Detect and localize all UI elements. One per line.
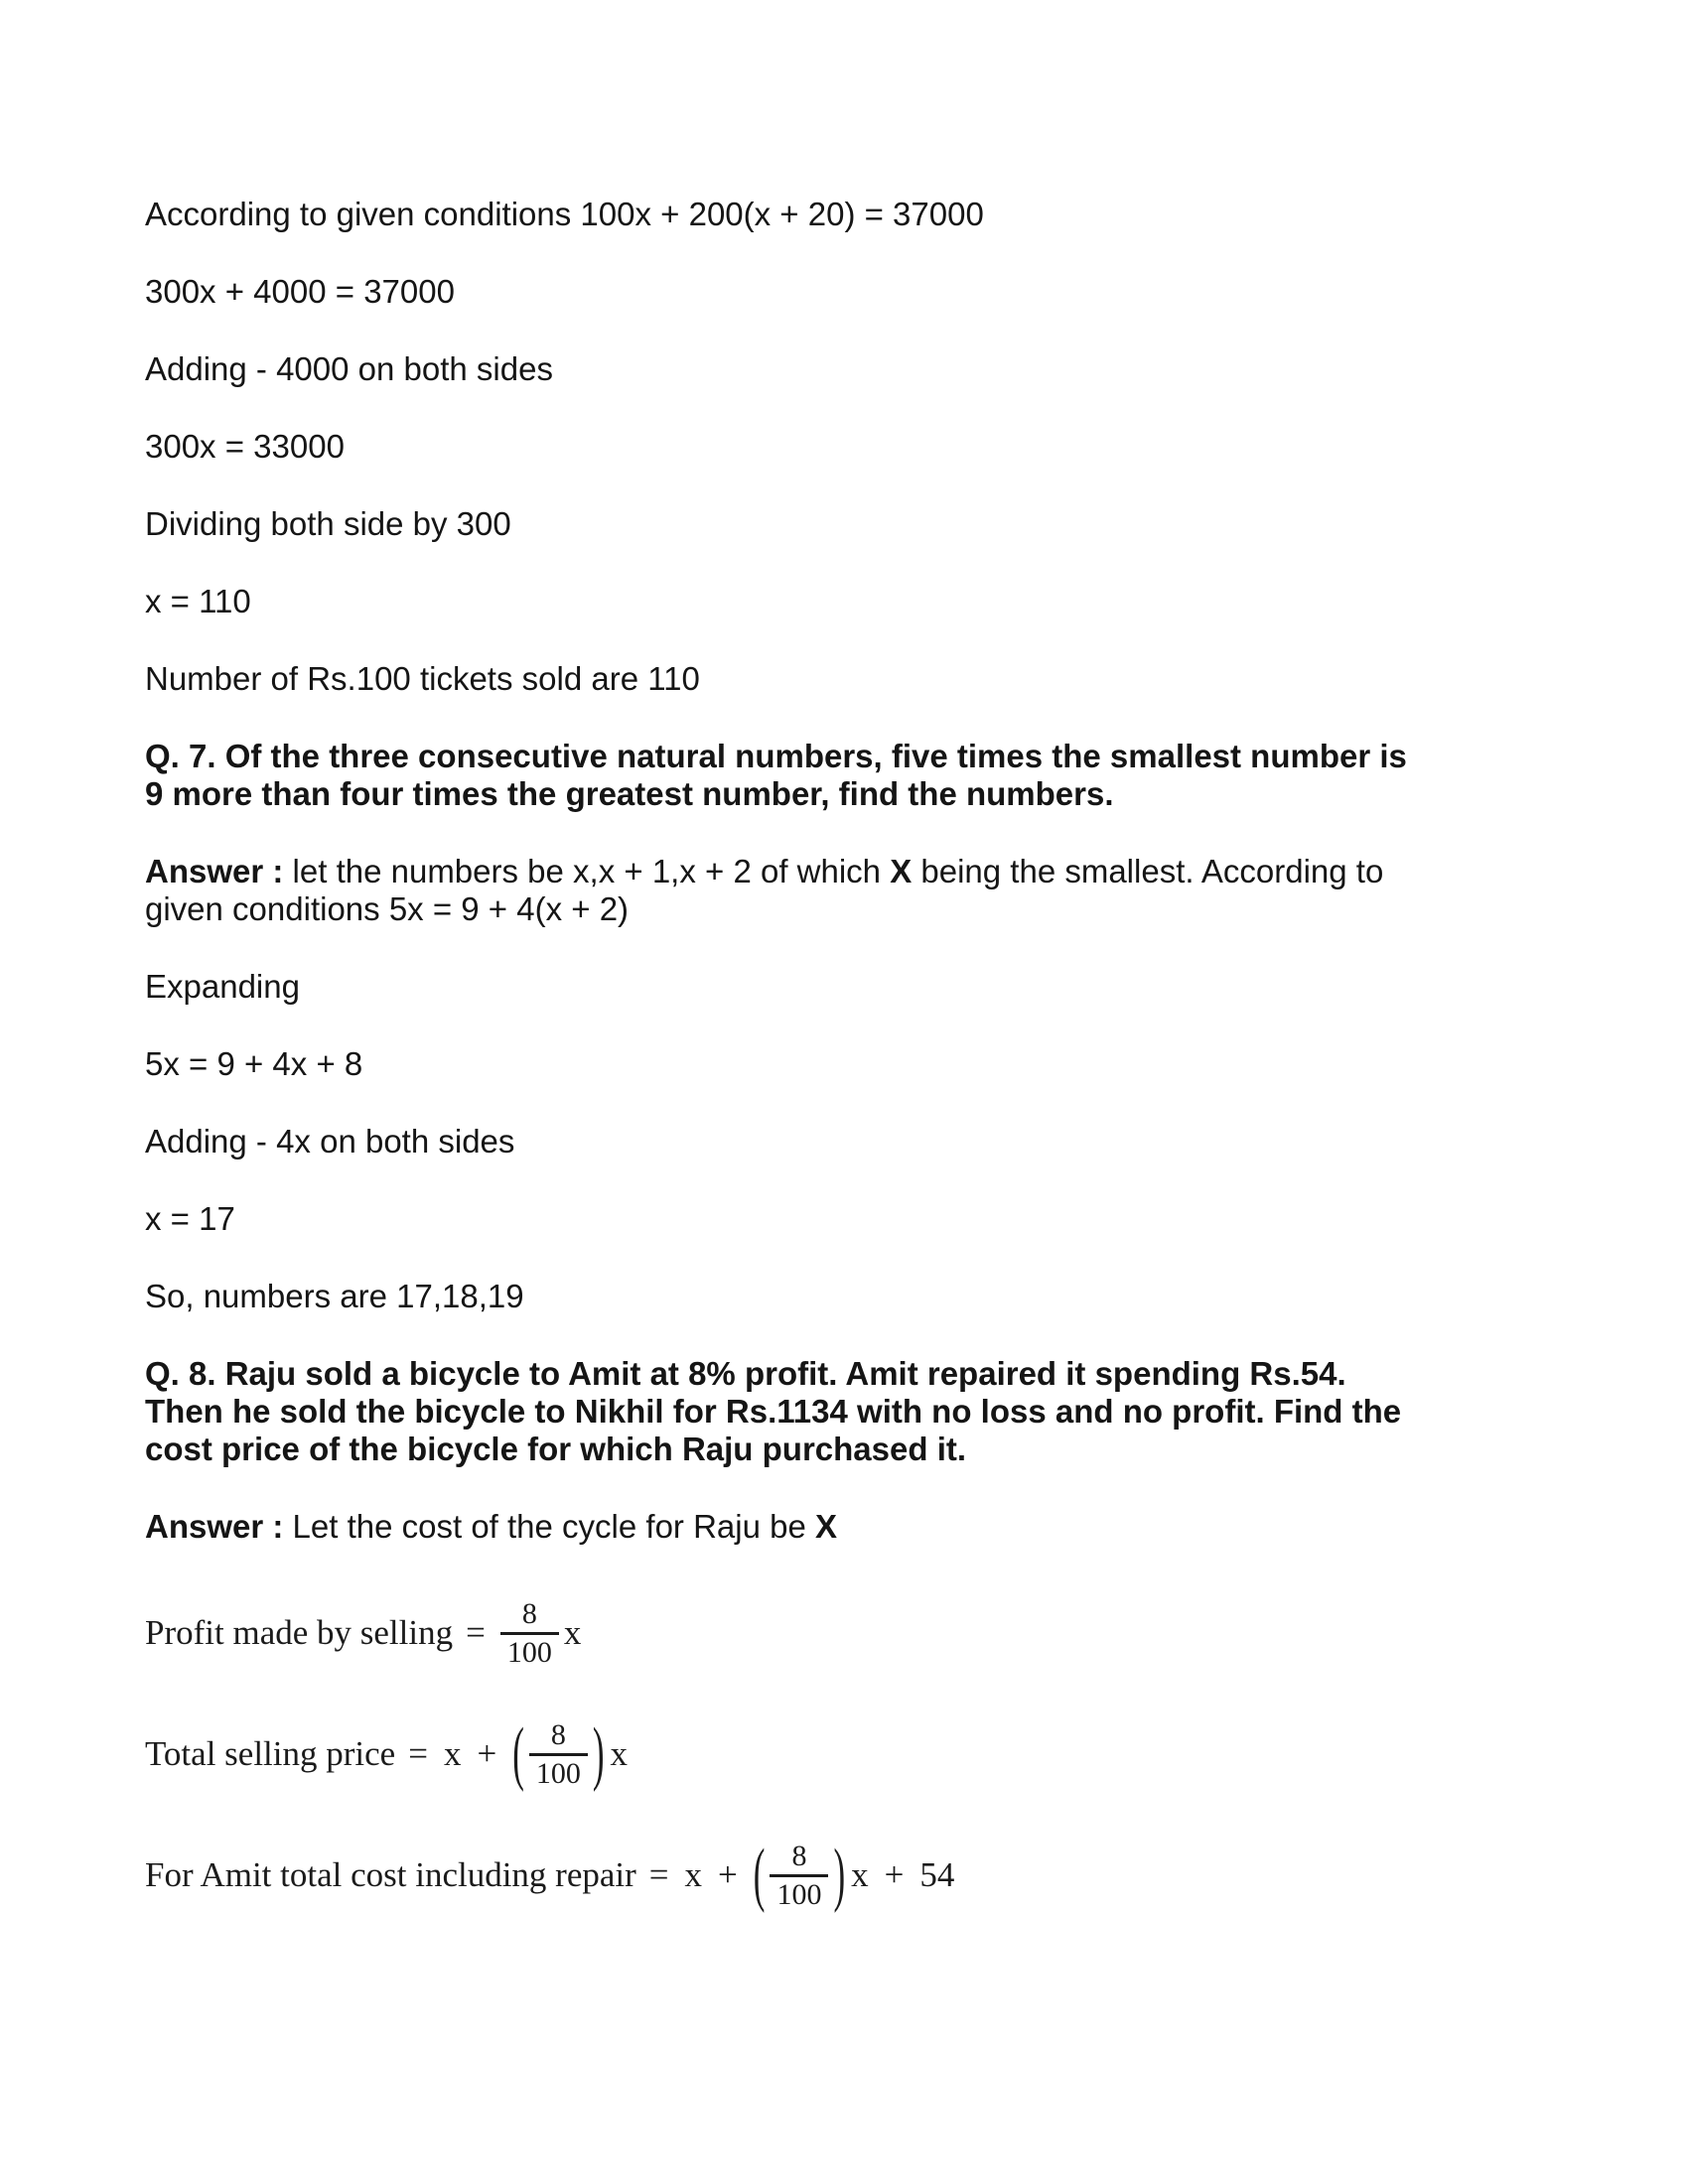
math-var: x (684, 1855, 703, 1894)
fraction-denominator: 100 (535, 1756, 581, 1790)
solution-step (145, 273, 1555, 311)
text-line (145, 775, 1555, 813)
text-line (145, 1393, 1555, 1431)
text-segment: x = 110 (145, 583, 251, 619)
answer-7 (145, 853, 1555, 928)
question-8 (145, 1355, 1555, 1468)
fraction (529, 1717, 588, 1792)
text-line (145, 890, 1555, 928)
solution-step (145, 505, 1555, 543)
fraction (770, 1839, 828, 1913)
text-segment: Expanding (145, 968, 300, 1005)
text-segment: given conditions 5x = 9 + 4(x + 2) (145, 890, 630, 927)
math-op: = (408, 1734, 428, 1773)
formula-amit-total-cost (145, 1828, 1555, 1923)
question-7 (145, 738, 1555, 813)
fraction-denominator: 100 (506, 1635, 552, 1669)
math-var: x (443, 1734, 462, 1773)
math-text: Total selling price (145, 1734, 396, 1773)
fraction-numerator: 8 (521, 1596, 537, 1630)
math-op: + (884, 1855, 905, 1894)
left-paren: ( (512, 1713, 524, 1793)
text-line (145, 505, 1555, 543)
math-text: For Amit total cost including repair (145, 1855, 636, 1894)
solution-step (145, 583, 1555, 620)
fraction-numerator: 8 (550, 1717, 566, 1751)
text-segment: Let the cost of the cycle for Raju be (292, 1508, 815, 1545)
text-line (145, 1123, 1555, 1160)
text-line (145, 738, 1555, 775)
text-line (145, 1355, 1555, 1393)
right-paren: ) (592, 1713, 605, 1793)
text-line (145, 583, 1555, 620)
text-segment: Q. 7. Of the three consecutive natural numbers, five times the smallest number is (145, 738, 1407, 774)
text-segment: x = 17 (145, 1200, 235, 1237)
fraction (500, 1596, 559, 1671)
solution-step (145, 1200, 1555, 1238)
text-line (145, 1431, 1555, 1468)
solution-step (145, 1278, 1555, 1315)
math-op: + (477, 1734, 497, 1773)
text-segment: 300x = 33000 (145, 428, 345, 465)
math-op: = (648, 1855, 669, 1894)
solution-step (145, 1045, 1555, 1083)
solution-step (145, 968, 1555, 1006)
text-segment: X (890, 853, 913, 889)
text-segment: 5x = 9 + 4x + 8 (145, 1045, 363, 1082)
math-op: + (718, 1855, 738, 1894)
right-paren: ) (833, 1835, 846, 1914)
text-line (145, 660, 1555, 698)
text-segment: Number of Rs.100 tickets sold are 110 (145, 660, 700, 697)
text-segment: cost price of the bicycle for which Raju purchased it. (145, 1431, 967, 1467)
text-segment: Adding - 4000 on both sides (145, 350, 553, 387)
text-segment: So, numbers are 17,18,19 (145, 1278, 524, 1314)
fraction-denominator: 100 (776, 1877, 822, 1911)
text-segment: Adding - 4x on both sides (145, 1123, 515, 1160)
text-segment: being the smallest. According to (912, 853, 1384, 889)
text-line (145, 273, 1555, 311)
left-paren: ( (753, 1835, 766, 1914)
formula-profit (145, 1585, 1555, 1681)
math-text: Profit made by selling (145, 1613, 454, 1652)
text-line (145, 1200, 1555, 1238)
solution-step (145, 660, 1555, 698)
solution-step (145, 350, 1555, 388)
text-line (145, 853, 1555, 890)
text-line (145, 428, 1555, 466)
text-segment: Q. 8. Raju sold a bicycle to Amit at 8% profit. Amit repaired it spending Rs.54. (145, 1355, 1346, 1392)
math-var: x (610, 1734, 629, 1773)
text-line (145, 1508, 1555, 1546)
math-num: 54 (919, 1855, 955, 1894)
solution-step (145, 196, 1555, 233)
math-var: x (851, 1855, 869, 1894)
fraction-numerator: 8 (791, 1839, 807, 1872)
text-segment: let the numbers be x,x + 1,x + 2 of which (292, 853, 891, 889)
text-line (145, 968, 1555, 1006)
text-segment: According to given conditions 100x + 200(x + 20) = 37000 (145, 196, 984, 232)
solution-step (145, 1123, 1555, 1160)
text-segment: Answer : (145, 853, 293, 889)
text-line (145, 1278, 1555, 1315)
text-segment: 300x + 4000 = 37000 (145, 273, 455, 310)
answer-8 (145, 1508, 1555, 1546)
formula-total-selling-price (145, 1706, 1555, 1802)
text-line (145, 196, 1555, 233)
text-line (145, 1045, 1555, 1083)
text-segment: Dividing both side by 300 (145, 505, 511, 542)
math-var: x (563, 1613, 582, 1652)
text-segment: Answer : (145, 1508, 293, 1545)
text-segment: 9 more than four times the greatest number, find the numbers. (145, 775, 1114, 812)
text-segment: X (815, 1508, 838, 1545)
text-segment: Then he sold the bicycle to Nikhil for Rs.1134 with no loss and no profit. Find the (145, 1393, 1402, 1430)
document-content (145, 196, 1555, 1949)
solution-step (145, 428, 1555, 466)
math-op: = (466, 1613, 486, 1652)
text-line (145, 350, 1555, 388)
